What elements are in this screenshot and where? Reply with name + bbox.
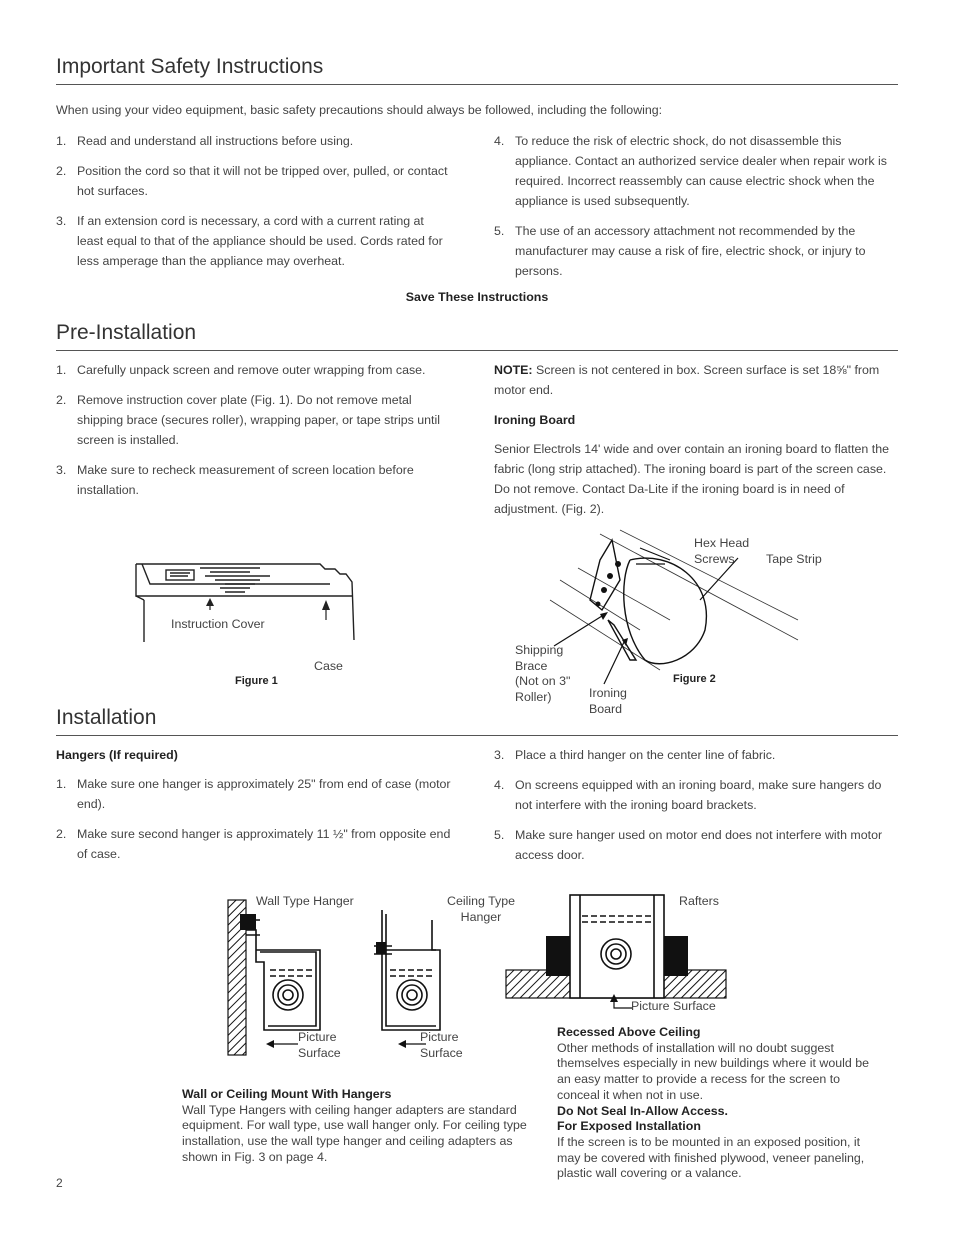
label-rafters: Rafters — [679, 894, 719, 908]
page-number: 2 — [56, 1176, 63, 1190]
list-item: 1. Carefully unpack screen and remove outer wrapping from case. — [56, 363, 426, 377]
do-not-seal-note: Do Not Seal In-Allow Access. — [557, 1103, 728, 1118]
exposed-heading: For Exposed Installation — [557, 1119, 701, 1134]
note-paragraph: NOTE: Screen is not centered in box. Screen surface is set 18⅝" from motor end. — [494, 363, 880, 397]
list-item: 3. Place a third hanger on the center line of fabric. — [494, 748, 776, 762]
safety-title: Important Safety Instructions — [56, 54, 898, 85]
list-item: 4. On screens equipped with an ironing board, make sure hangers do not interfere with the ironing board brackets. — [494, 778, 882, 812]
list-item: 5. The use of an accessory attachment not recommended by the manufacturer may cause a risk of fire, electric shock, or injury to persons. — [494, 224, 866, 278]
ironing-board-heading: Ironing Board — [494, 413, 576, 427]
figure-2-caption: Figure 2 — [673, 673, 716, 685]
installation-list-left — [56, 745, 456, 874]
list-item: 1. Make sure one hanger is approximately 25" from end of case (motor end). — [56, 777, 451, 811]
wall-ceiling-mount-heading: Wall or Ceiling Mount With Hangers — [182, 1087, 392, 1101]
list-item: 5. Make sure hanger used on motor end does not interfere with motor access door. — [494, 828, 883, 862]
list-item: 3. Make sure to recheck measurement of screen location before installation. — [56, 463, 414, 497]
list-item: 1. Read and understand all instructions before using. — [56, 134, 354, 148]
ironing-board-text: Senior Electrols 14' wide and over contain an ironing board to flatten the fabric (long strip attached). The ironing board is part of the screen case. Do not remove. Contact Da-Lite if the ironing board is in need of adjustment. (Fig. 2). — [494, 442, 889, 516]
label-ceiling-type-hanger: Ceiling Type Hanger — [447, 894, 515, 924]
installation-list-right — [494, 745, 894, 875]
installation-title: Installation — [56, 705, 898, 736]
fig1-label-case: Case — [314, 659, 343, 673]
safety-list-left — [56, 131, 451, 281]
safety-list-right — [494, 131, 894, 291]
recessed-heading: Recessed Above Ceiling — [557, 1025, 701, 1039]
recessed-block — [557, 1025, 875, 1182]
figure-2-drawing — [540, 520, 800, 680]
list-item: 2. Position the cord so that it will not be tripped over, pulled, or contact hot surfaces. — [56, 164, 448, 198]
wall-ceiling-mount-text: Wall Type Hangers with ceiling hanger adapters are standard equipment. For wall type, use wall hanger only. For ceiling type installation, use the wall type hanger and ceiling adapters as shown in Fig. 3 on page 4. — [182, 1102, 527, 1164]
label-picture-surface-wall: Picture Surface — [298, 1030, 341, 1060]
label-picture-surface-recessed: Picture Surface — [631, 999, 716, 1013]
exposed-text: If the screen is to be mounted in an exposed position, it may be covered with finished plywood, veneer paneling, plastic wall covering or a valance. — [557, 1134, 865, 1181]
label-wall-type-hanger: Wall Type Hanger — [256, 894, 354, 908]
hangers-heading: Hangers (If required) — [56, 748, 178, 762]
preinstall-list — [56, 360, 456, 510]
fig2-label-ironing-board: Ironing Board — [589, 686, 627, 716]
recessed-text: Other methods of installation will no doubt suggest themselves especially in new buildings where it would be an easy matter to provide a recess for the screen to conceal it when not in use. — [557, 1040, 869, 1102]
list-item: 4. To reduce the risk of electric shock, do not disassemble this appliance. Contact an authorized service dealer when repair work is required. Incorrect reassembly can cause electric shock when the appliance is used subsequently. — [494, 134, 887, 208]
list-item: 3. If an extension cord is necessary, a cord with a current rating at least equal to that of the appliance should be used. Cords rated for less amperage than the appliance may overheat. — [56, 214, 443, 268]
list-item: 2. Make sure second hanger is approximately 11 ½" from opposite end of case. — [56, 827, 451, 861]
fig2-label-tape-strip: Tape Strip — [766, 552, 822, 566]
label-picture-surface-ceiling: Picture Surface — [420, 1030, 463, 1060]
safety-intro: When using your video equipment, basic safety precautions should always be followed, including the following: — [56, 103, 663, 117]
wall-ceiling-mount-block — [182, 1087, 534, 1166]
save-instructions-note: Save These Instructions — [405, 290, 549, 304]
figure-1-caption: Figure 1 — [235, 675, 278, 687]
fig2-label-shipping-brace: Shipping Brace (Not on 3" Roller) — [515, 643, 571, 705]
preinstall-title: Pre-Installation — [56, 320, 898, 351]
figure-1-drawing — [130, 560, 360, 650]
fig2-label-hex-head-screws: Hex Head Screws — [694, 536, 750, 566]
preinstall-notes — [494, 360, 894, 529]
fig1-label-instruction-cover: Instruction Cover — [171, 617, 265, 631]
list-item: 2. Remove instruction cover plate (Fig. 1). Do not remove metal shipping brace (secures roller), wrapping paper, or tape strips until screen is installed. — [56, 393, 440, 447]
